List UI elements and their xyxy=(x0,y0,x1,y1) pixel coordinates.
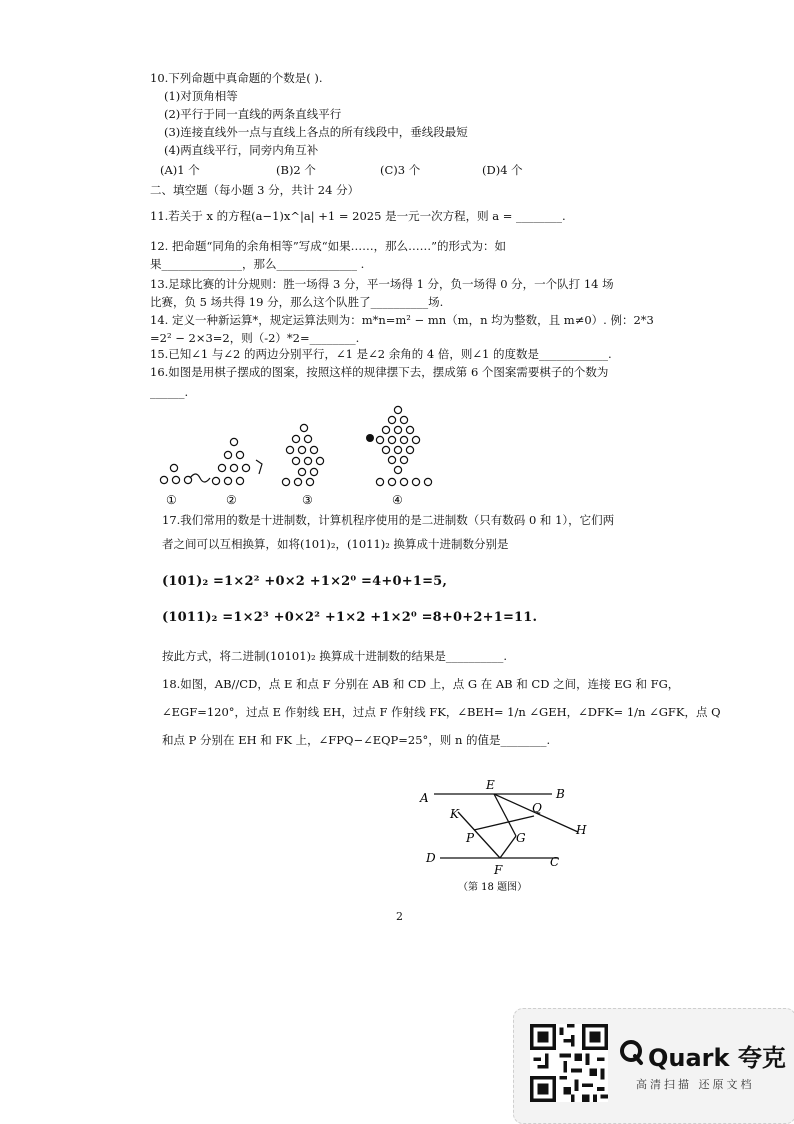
pattern-label-4: ④ xyxy=(392,493,403,507)
label-k: K xyxy=(450,807,459,821)
q10-option-b: (B)2 个 xyxy=(276,163,316,177)
q10-item-2: (2)平行于同一直线的两条直线平行 xyxy=(164,107,342,121)
pattern-2 xyxy=(212,438,249,484)
quark-tagline: 高清扫描 还原文档 xyxy=(636,1078,755,1091)
q12-line2: 果______________，那么______________ . xyxy=(150,257,365,271)
q12-line1: 12. 把命题“同角的余角相等”写成“如果……，那么……”的形式为：如 xyxy=(150,239,506,253)
q17-line3: 按此方式，将二进制(10101)₂ 换算成十进制数的结果是__________. xyxy=(162,649,507,663)
pattern-label-3: ③ xyxy=(302,493,313,507)
q11: 11.若关于 x 的方程(a−1)x^|a| +1 = 2025 是一元一次方程，则 a = ________. xyxy=(150,209,566,223)
pattern-4 xyxy=(376,406,431,485)
quark-brand: Quark 夸克 xyxy=(648,1044,786,1072)
figure-caption: （第 18 题图） xyxy=(458,882,528,893)
pattern-1 xyxy=(160,464,191,483)
q18-line2: ∠EGF=120°，过点 E 作射线 EH，过点 F 作射线 FK，∠BEH= 1/n ∠GEH，∠DFK= 1/n ∠GFK，点 Q xyxy=(162,705,721,719)
q10-item-4: (4)两直线平行，同旁内角互补 xyxy=(164,143,319,157)
q15: 15.已知∠1 与∠2 的两边分别平行，∠1 是∠2 余角的 4 倍，则∠1 的度数是____________. xyxy=(150,347,612,361)
q17-line1: 17.我们常用的数是十进制数，计算机程序使用的是二进制数（只有数码 0 和 1），它们两 xyxy=(162,513,615,527)
label-e: E xyxy=(486,778,495,792)
quark-logo-icon xyxy=(620,1040,644,1066)
q13-line1: 13.足球比赛的计分规则：胜一场得 3 分，平一场得 1 分，负一场得 0 分，一个队打 14 场 xyxy=(150,277,614,291)
label-g: G xyxy=(516,831,526,845)
pattern-3 xyxy=(282,424,323,485)
qr-code-icon xyxy=(530,1024,608,1102)
q13-line2: 比赛，负 5 场共得 19 分，那么这个队胜了__________场. xyxy=(150,295,444,309)
label-d: D xyxy=(426,851,436,865)
page-number: 2 xyxy=(396,910,403,923)
segment-pq xyxy=(474,816,534,830)
q16-pattern-figure xyxy=(150,398,450,510)
q17-equation-2: (1011)₂ =1×2³ +0×2² +1×2 +1×2⁰ =8+0+2+1=11. xyxy=(162,610,538,625)
q10-option-c: (C)3 个 xyxy=(380,163,421,177)
q18-line3: 和点 P 分别在 EH 和 FK 上，∠FPQ−∠EQP=25°，则 n 的值是________. xyxy=(162,733,551,747)
label-f: F xyxy=(494,863,503,877)
section-heading: 二、填空题（每小题 3 分，共计 24 分） xyxy=(150,183,360,197)
q16-line2: ______. xyxy=(150,385,189,399)
label-a: A xyxy=(420,791,429,805)
q10-item-3: (3)连接直线外一点与直线上各点的所有线段中，垂线段最短 xyxy=(164,125,468,139)
segment-eg xyxy=(494,794,516,836)
pattern-label-2: ② xyxy=(226,493,237,507)
label-c: C xyxy=(550,855,560,869)
label-p: P xyxy=(466,831,475,845)
q10-stem: 10.下列命题中真命题的个数是( ). xyxy=(150,71,323,85)
label-q: Q xyxy=(532,801,542,815)
q14-line2: =2² − 2×3=2，则（-2）*2=________. xyxy=(150,331,360,345)
pattern-label-1: ① xyxy=(166,493,177,507)
q10-option-d: (D)4 个 xyxy=(482,163,523,177)
segment-gf xyxy=(500,836,516,858)
q17-equation-1: (101)₂ =1×2² +0×2 +1×2⁰ =4+0+1=5, xyxy=(162,574,448,589)
q10-option-a: (A)1 个 xyxy=(160,163,200,177)
q18-geometry-figure xyxy=(410,772,600,896)
ray-fk xyxy=(458,812,500,858)
q17-line2: 者之间可以互相换算，如将(101)₂，(1011)₂ 换算成十进制数分别是 xyxy=(162,537,509,551)
q14-line1: 14. 定义一种新运算*，规定运算法则为：m*n=m² − mn（m，n 均为整数，且 m≠0）. 例：2*3 xyxy=(150,313,654,327)
q16-line1: 16.如图是用棋子摆成的图案，按照这样的规律摆下去，摆成第 6 个图案需要棋子的个数为 xyxy=(150,365,609,379)
label-b: B xyxy=(556,787,565,801)
label-h: H xyxy=(576,823,587,837)
q18-line1: 18.如图，AB//CD，点 E 和点 F 分别在 AB 和 CD 上，点 G 在 AB 和 CD 之间，连接 EG 和 FG， xyxy=(162,677,680,691)
q10-item-1: (1)对顶角相等 xyxy=(164,89,238,103)
